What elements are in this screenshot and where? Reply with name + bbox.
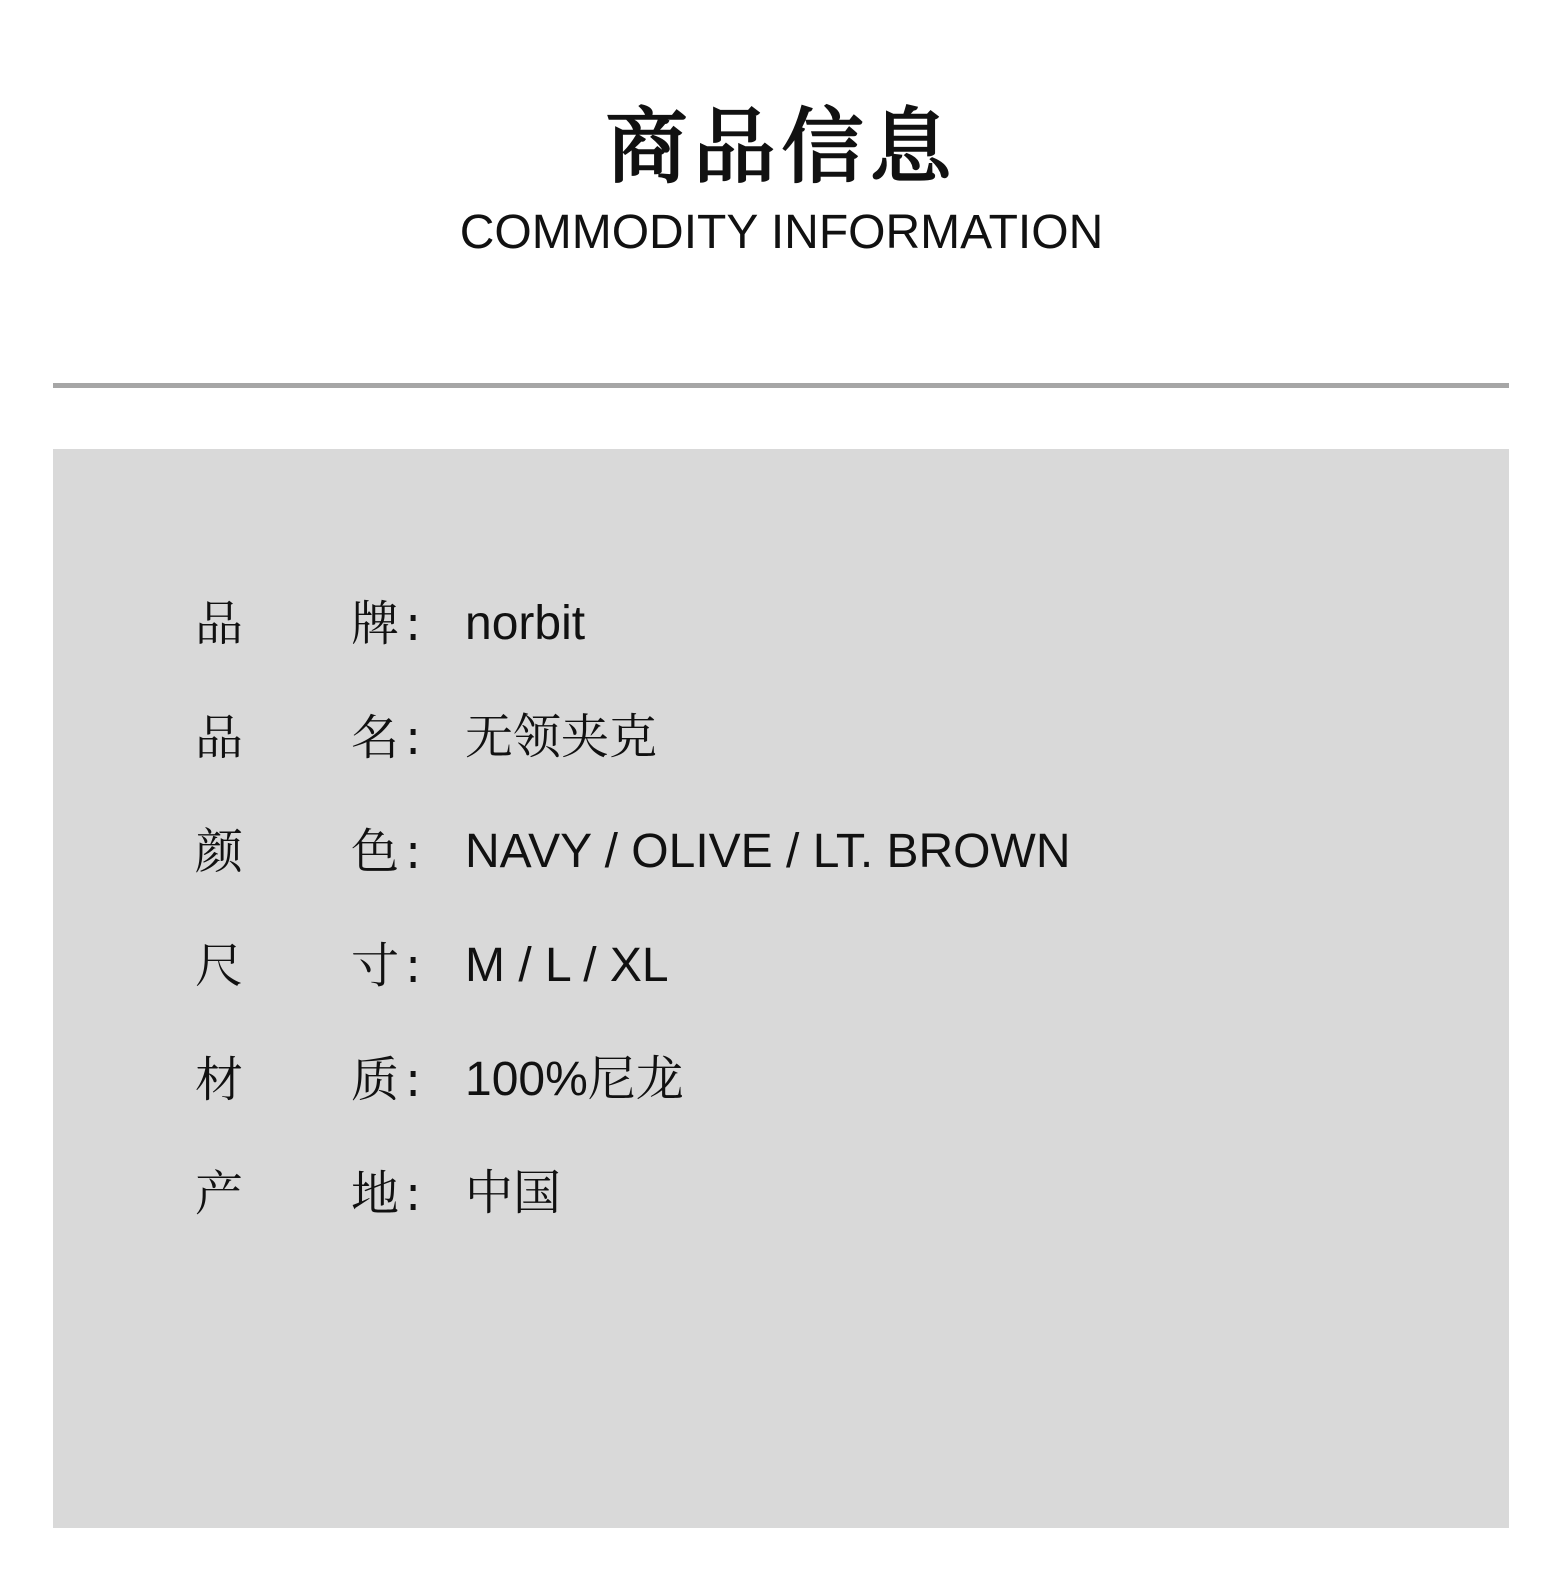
row-label-first: 材 — [195, 1052, 244, 1108]
row-colon: : — [405, 710, 422, 766]
row-value: 无领夹克 — [465, 711, 658, 764]
row-label-second: 名 — [351, 710, 400, 766]
info-row-size — [53, 931, 1509, 1001]
row-label-second: 色 — [351, 824, 400, 880]
info-row-name — [53, 703, 1509, 773]
info-row-origin — [53, 1159, 1509, 1229]
row-value: norbit — [465, 597, 586, 650]
row-label-second: 牌 — [351, 596, 400, 652]
row-value: M / L / XL — [465, 939, 669, 992]
row-value: NAVY / OLIVE / LT. BROWN — [465, 825, 1071, 878]
info-row-color — [53, 817, 1509, 887]
row-label-first: 尺 — [195, 938, 244, 994]
row-colon: : — [405, 824, 422, 880]
info-panel — [53, 449, 1509, 1528]
row-value: 100%尼龙 — [465, 1053, 684, 1106]
row-value: 中国 — [465, 1167, 562, 1220]
row-label-second: 质 — [351, 1052, 400, 1108]
row-label-first: 品 — [195, 710, 244, 766]
info-row-material — [53, 1045, 1509, 1115]
row-label-first: 产 — [195, 1166, 244, 1222]
page-title: 商品信息 — [605, 100, 958, 195]
row-colon: : — [405, 596, 422, 652]
row-label-first: 颜 — [195, 824, 244, 880]
row-colon: : — [405, 938, 422, 994]
divider — [53, 383, 1509, 388]
page-subtitle: COMMODITY INFORMATION — [459, 206, 1104, 259]
row-label-second: 寸 — [351, 938, 400, 994]
row-label-first: 品 — [195, 596, 244, 652]
row-colon: : — [405, 1052, 422, 1108]
row-label-second: 地 — [351, 1166, 400, 1222]
info-row-brand — [53, 589, 1509, 659]
row-colon: : — [405, 1166, 422, 1222]
